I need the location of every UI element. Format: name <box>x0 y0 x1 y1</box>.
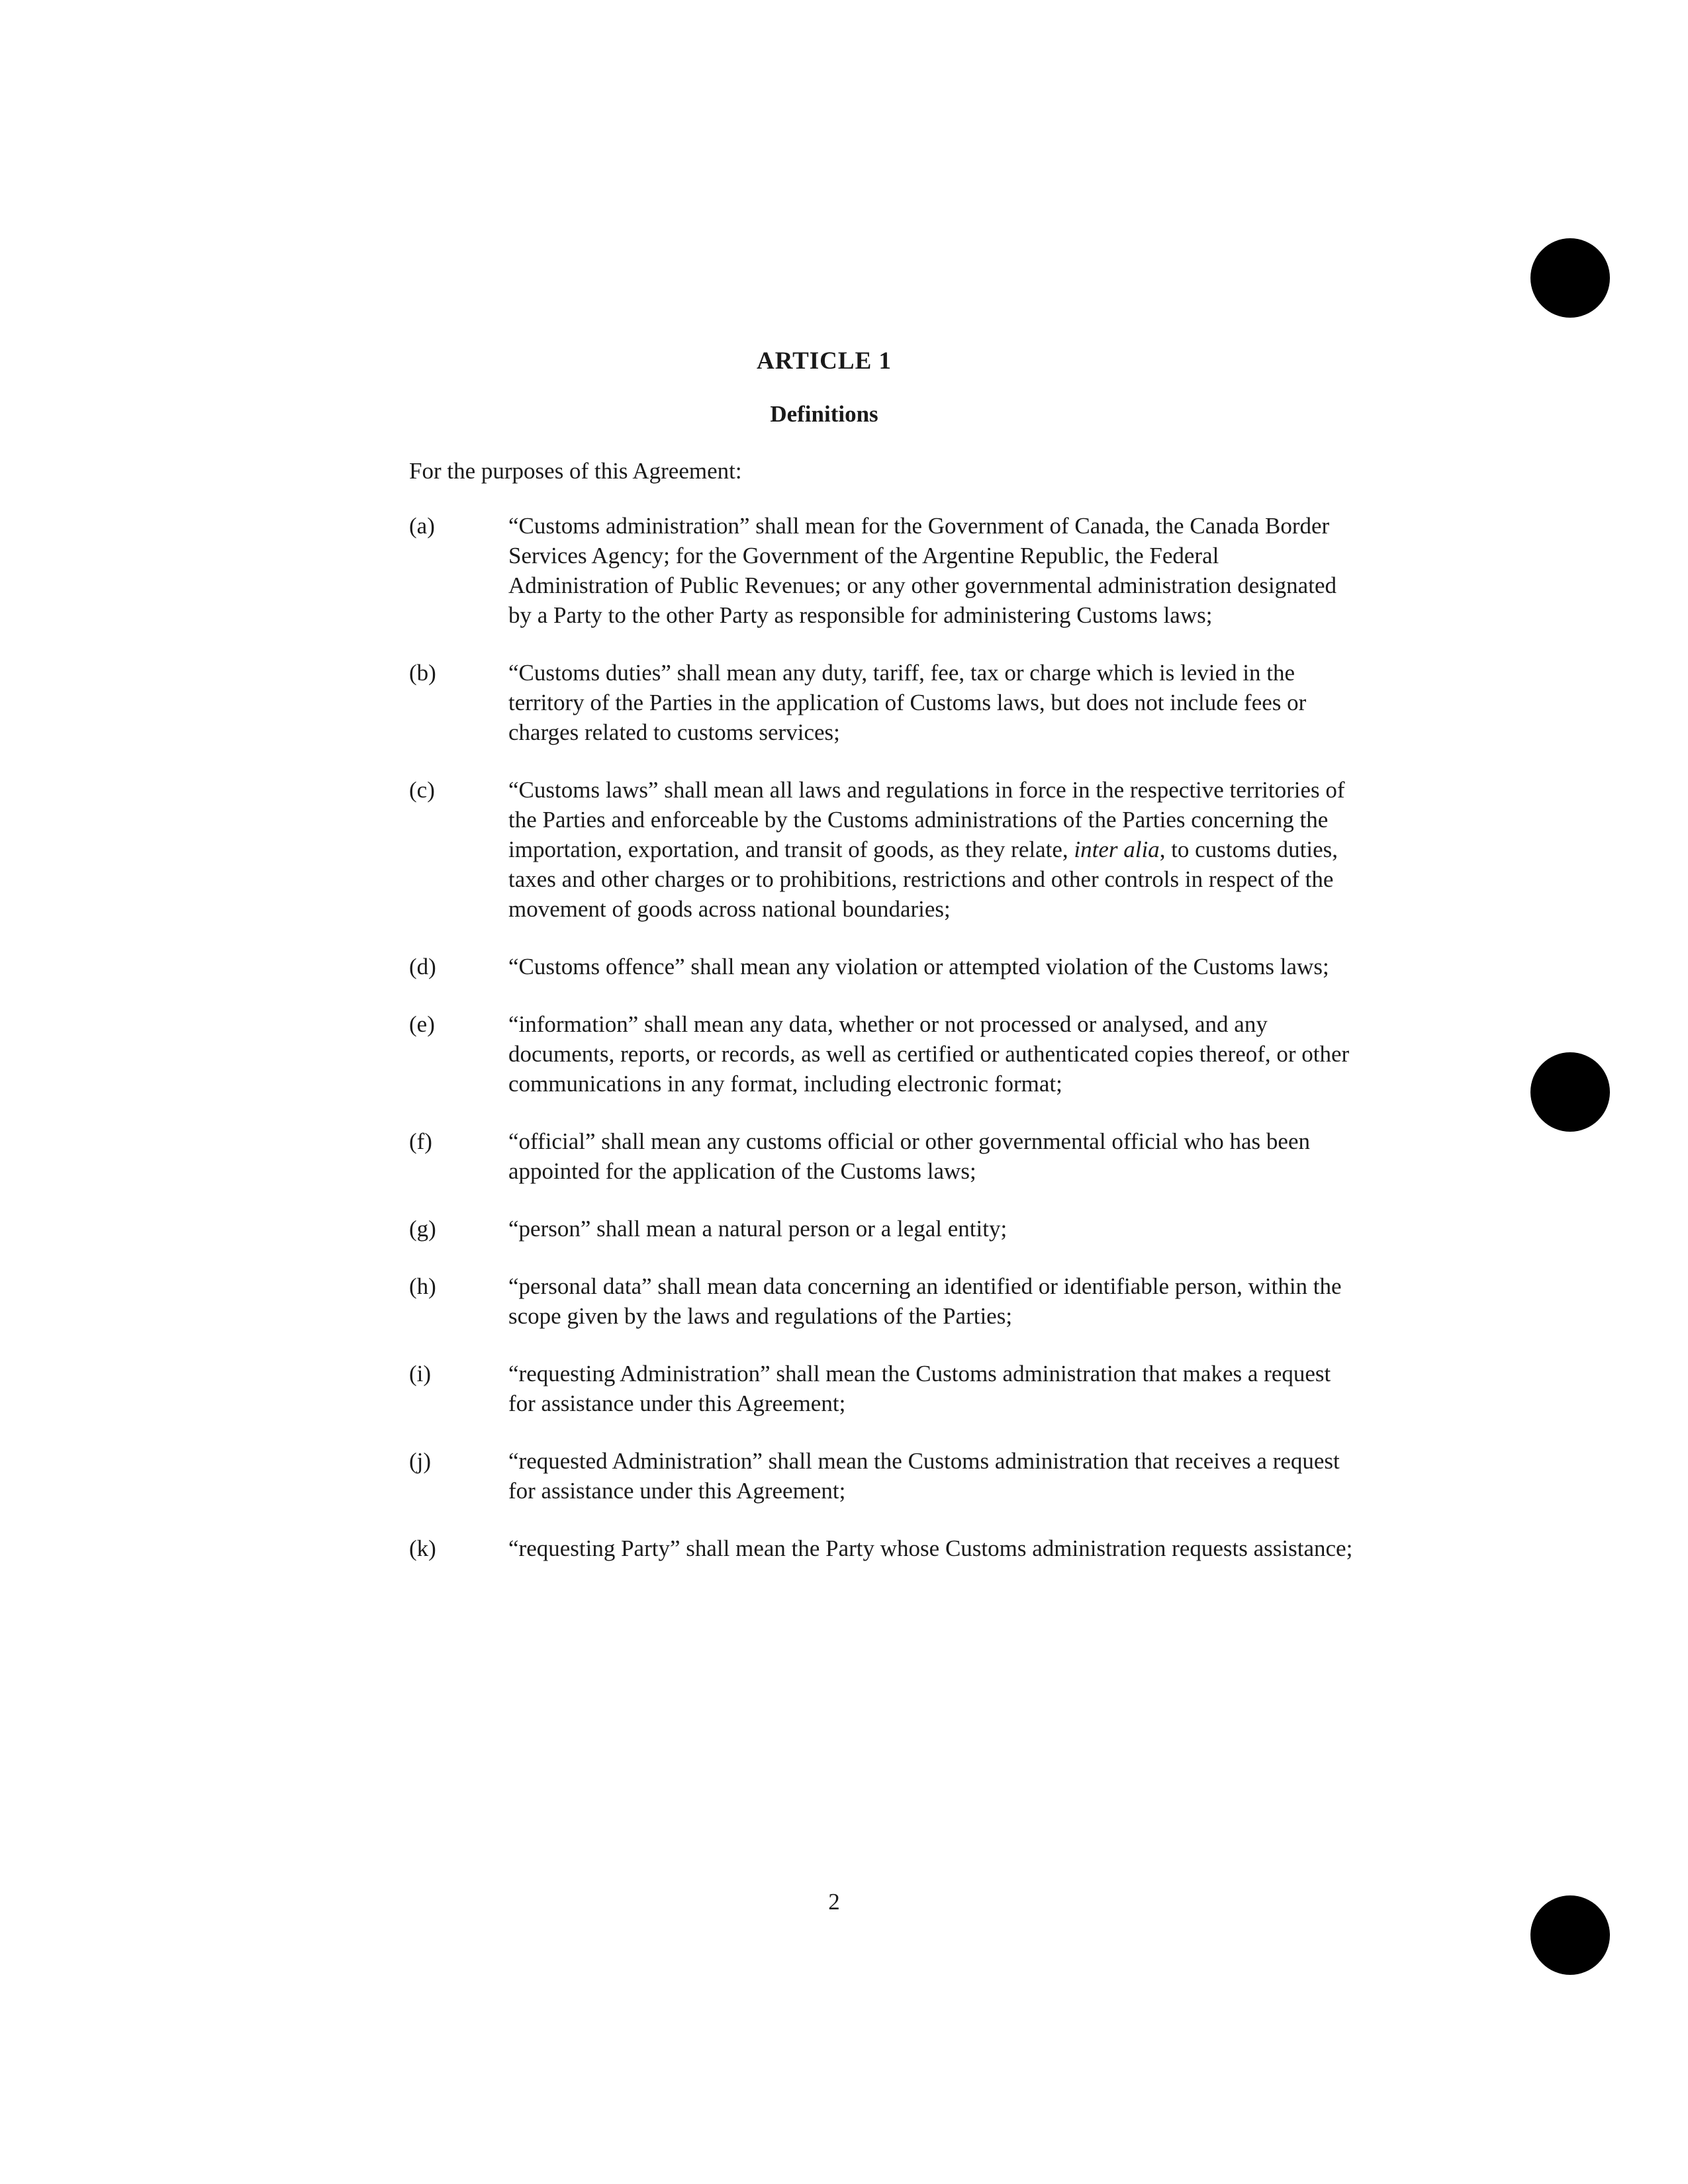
definition-letter: (f) <box>409 1128 432 1154</box>
article-heading: ARTICLE 1 <box>756 347 892 375</box>
definition-text: “official” shall mean any customs official or other governmental official who has been appointed for the application of the Customs laws; <box>508 1128 1310 1184</box>
definition-text: “Customs duties” shall mean any duty, tariff, fee, tax or charge which is levied in the territory of the Parties in the application of Customs laws, but does not include fees or charges related to customs services; <box>508 660 1307 745</box>
definition-letter: (b) <box>409 660 436 686</box>
definition-text-italic: inter alia <box>1074 837 1160 862</box>
definition-text: “information” shall mean any data, whether or not processed or analysed, and any documents, reports, or records, as well as certified or authenticated copies thereof, or other communications in any format, including electronic format; <box>508 1011 1350 1097</box>
definitions-list <box>409 511 1362 1591</box>
definition-text: “Customs offence” shall mean any violation or attempted violation of the Customs laws; <box>508 954 1329 979</box>
definition-letter: (g) <box>409 1216 436 1242</box>
definition-item-h <box>409 1271 1362 1331</box>
definition-item-i <box>409 1359 1362 1418</box>
definition-text: “Customs administration” shall mean for the Government of Canada, the Canada Border Services Agency; for the Government of the Argentine Republic, the Federal Administration of Public Revenues; or any other governmental administration designated by a Party to the other Party as responsible for administering Customs laws; <box>508 513 1336 628</box>
punch-hole-middle <box>1530 1052 1610 1132</box>
definition-item-b <box>409 658 1362 747</box>
page-number: 2 <box>828 1889 840 1915</box>
definition-letter: (k) <box>409 1535 436 1561</box>
definition-item-a <box>409 511 1362 630</box>
definition-item-e <box>409 1009 1362 1099</box>
definition-text: “personal data” shall mean data concerning an identified or identifiable person, within the scope given by the laws and regulations of the Parties; <box>508 1273 1342 1329</box>
definition-text: “person” shall mean a natural person or a legal entity; <box>508 1216 1008 1242</box>
definition-item-d <box>409 952 1362 981</box>
intro-text: For the purposes of this Agreement: <box>409 458 742 484</box>
definition-letter: (e) <box>409 1011 435 1037</box>
definition-item-k <box>409 1533 1362 1563</box>
definition-letter: (c) <box>409 777 435 803</box>
definition-letter: (i) <box>409 1361 432 1387</box>
definition-item-g <box>409 1214 1362 1244</box>
definition-item-f <box>409 1126 1362 1186</box>
definition-text: “requesting Party” shall mean the Party whose Customs administration requests assistance; <box>508 1535 1353 1561</box>
definition-text-end: , to customs duties, taxes and other charges or to prohibitions, restrictions and other controls in respect of the movement of goods across national boundaries; <box>508 837 1338 922</box>
definition-item-c <box>409 775 1362 924</box>
article-subheading: Definitions <box>770 401 878 427</box>
definition-letter: (h) <box>409 1273 436 1299</box>
definition-letter: (j) <box>409 1448 432 1474</box>
definition-text: “requested Administration” shall mean the Customs administration that receives a request for assistance under this Agreement; <box>508 1448 1340 1504</box>
punch-hole-top <box>1530 238 1610 318</box>
definition-text-start: “Customs laws” shall mean all laws and regulations in force in the respective territories of the Parties and enforceable by the Customs administrations of the Parties concerning the importation, exportation, and transit of goods, as they relate, <box>508 777 1345 862</box>
definition-text <box>508 775 1362 924</box>
definition-text: “requesting Administration” shall mean the Customs administration that makes a request for assistance under this Agreement; <box>508 1361 1331 1416</box>
definition-item-j <box>409 1446 1362 1506</box>
definition-letter: (d) <box>409 954 436 979</box>
definition-letter: (a) <box>409 513 435 539</box>
